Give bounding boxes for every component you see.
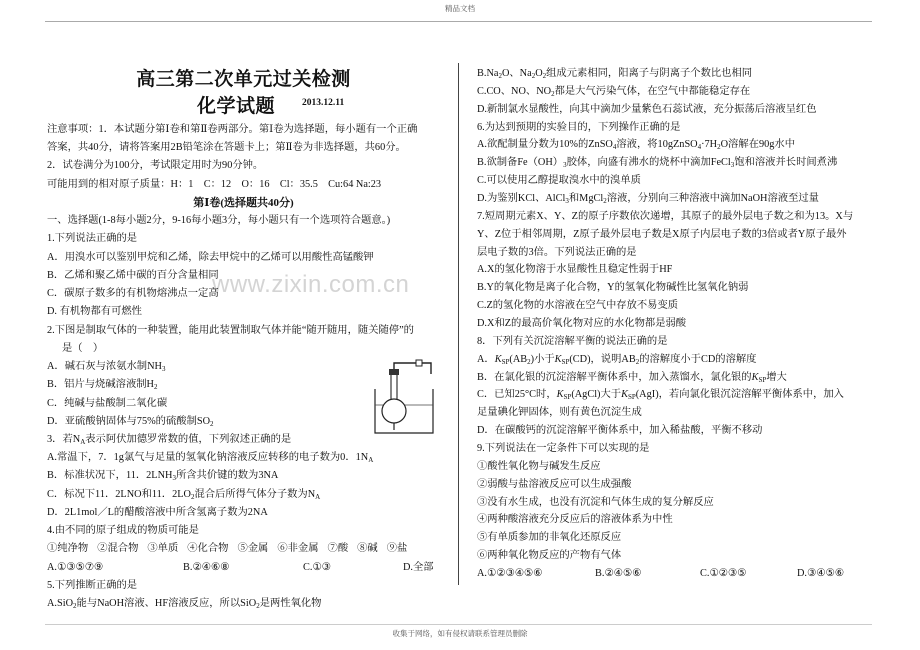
answer-choice: A.①③⑤⑦⑨	[47, 561, 104, 573]
subscript: 2	[256, 602, 260, 611]
text-run: (AB	[509, 353, 528, 365]
text-line	[477, 404, 872, 422]
text-line	[477, 172, 872, 190]
text-run: O、Na	[501, 68, 532, 79]
delivery-tube	[394, 363, 431, 374]
text-line	[477, 190, 872, 208]
text-line	[47, 230, 440, 248]
option-item: ⑦酸	[327, 543, 349, 555]
text-run: 表示阿伏加德罗常数的值，下列叙述正确的是	[85, 433, 292, 445]
text-line	[477, 208, 872, 226]
text-line	[47, 176, 440, 194]
text-line	[47, 249, 440, 267]
text-run: A.X的氢化物溶于水显酸性且稳定性弱于HF	[477, 264, 673, 276]
text-line	[47, 595, 440, 613]
text-line	[477, 297, 872, 315]
answer-choice: C.①②③⑤	[700, 568, 747, 580]
subscript: 4	[697, 143, 702, 152]
text-line	[477, 65, 872, 83]
text-run: B．乙烯和聚乙烯中碳的百分含量相同	[47, 269, 219, 281]
text-run: 溶液，将10gZnSO	[616, 139, 698, 151]
text-run: 第Ⅰ卷(选择题共40分)	[193, 196, 294, 209]
text-run: C.可以使用乙醇提取溴水中的溴单质	[477, 175, 641, 187]
text-run: D.新制氯水显酸性，向其中滴加少量紫色石蕊试液，充分振荡后溶液呈红色	[477, 103, 817, 115]
right-column	[477, 65, 872, 585]
text-run: 增大	[766, 371, 787, 383]
text-line	[477, 458, 872, 476]
text-run: (CD)，说明AB	[569, 353, 636, 365]
footer-rule	[45, 624, 872, 625]
text-run: 的溶解度小于CD的溶解度	[639, 353, 757, 365]
text-line	[477, 136, 872, 154]
text-run: D．在碳酸钙的沉淀溶解平衡体系中，加入稀盐酸，平衡不移动	[477, 425, 763, 437]
text-line	[477, 369, 872, 387]
text-line	[47, 577, 440, 595]
answer-choice: D.全部	[403, 561, 434, 573]
subscript: 3	[172, 474, 176, 483]
text-line	[477, 440, 872, 458]
text-run: 能与NaOH溶液、HF溶液反应，所以SiO	[76, 598, 257, 610]
answer-choices	[477, 565, 872, 583]
text-run: 2.下图是制取气体的一种装置，能用此装置制取气体并能“随开随用，随关随停”的	[47, 324, 414, 336]
text-run: D．亚硫酸钠固体与75%的硫酸制SO	[47, 415, 211, 427]
column-divider	[458, 63, 459, 585]
text-line	[477, 119, 872, 137]
exam-subject: 化学试题	[197, 96, 276, 117]
subscript: SP	[561, 357, 570, 366]
text-run: C．碳原子数多的有机物熔沸点一定高	[47, 288, 219, 300]
text-run: O	[535, 68, 543, 79]
text-run: D.X和Z的最高价氧化物对应的水化物都是弱酸	[477, 318, 687, 330]
subscript: SP	[501, 357, 510, 366]
subscript: SP	[758, 375, 767, 384]
subscript: 4	[612, 143, 617, 152]
italic-symbol: K	[751, 371, 759, 383]
subscript: 2	[603, 196, 607, 205]
text-run: A.SiO	[47, 598, 74, 610]
text-run: 是（ ）	[62, 342, 104, 354]
subscript: 2	[717, 143, 721, 152]
text-run: D．2L1mol／L的醋酸溶液中所含氢离子数为2NA	[47, 506, 268, 518]
exam-date: 2013.12.11	[302, 98, 345, 108]
text-run: 组成元素相同，阳离子与阴离子个数比也相同	[546, 68, 753, 79]
subscript: A	[315, 492, 321, 501]
option-item: ⑥非金属	[277, 543, 319, 555]
text-run: 所含共价键的数为3NA	[175, 470, 279, 482]
text-line	[477, 83, 872, 101]
text-run: A．	[477, 353, 495, 365]
answer-choice: B.②④⑥⑧	[183, 561, 230, 573]
text-line	[477, 351, 872, 369]
subscript: A	[80, 437, 86, 446]
text-run: 注意事项：1．本试题分第Ⅰ卷和第Ⅱ卷两部分。第Ⅰ卷为选择题，每小题有一个正确	[47, 124, 418, 135]
page-footer-text: 收集于网络，如有侵权请联系管理员删除	[392, 629, 528, 638]
text-run: B．铝片与烧碱溶液制H	[47, 379, 154, 391]
header-rule	[45, 21, 872, 22]
subscript: SP	[627, 393, 636, 402]
text-line	[47, 322, 440, 340]
text-run: 2．试卷满分为100分，考试限定用时为90分钟。	[47, 160, 264, 172]
text-run: ②弱酸与盐溶液反应可以生成强酸	[477, 478, 632, 490]
text-run: ⑤有单质参加的非氧化还原反应	[477, 532, 622, 544]
text-line	[477, 101, 872, 119]
text-line	[47, 504, 440, 522]
answer-choice: C.①③	[303, 561, 331, 573]
text-run: 8．下列有关沉淀溶解平衡的说法正确的是	[477, 335, 668, 347]
text-run: B.欲制备Fe（OH）	[477, 157, 564, 169]
text-run: 可能用到的相对原子质量：H：1 C：12 O：16 Cl：35.5 Cu:64 Na:23	[47, 178, 382, 190]
subscript: 2	[73, 602, 77, 611]
text-run: 7.短周期元素X、Y、Z的原子序数依次递增，其原子的最外层电子数之和为13。X与	[477, 210, 854, 222]
text-line	[477, 279, 872, 297]
text-run: A.欲配制量分数为10%的ZnSO	[477, 139, 613, 151]
subscript: A	[368, 456, 374, 465]
italic-symbol: K	[621, 389, 628, 401]
text-line	[47, 340, 440, 358]
bulb	[382, 399, 406, 423]
subscript: 3	[161, 365, 166, 373]
text-line	[47, 467, 440, 485]
text-run: Y、Z位于相邻周期，Z原子最外层电子数是X原子内层电子数的3倍或者Y原子最外	[477, 228, 847, 240]
text-run: 都是大气污染气体，在空气中都能稳定存在	[554, 85, 751, 97]
option-item: ⑤金属	[237, 543, 269, 555]
text-run: (AgI)，若向氯化银沉淀溶解平衡体系中，加入	[635, 389, 844, 401]
option-list	[47, 540, 440, 558]
exam-title: 高三第二次单元过关检测	[136, 69, 351, 90]
subscript: 2	[527, 357, 531, 366]
text-run: C．已知25°C时，	[477, 389, 557, 401]
subscript: 2	[153, 383, 158, 392]
answer-choice: A.①②③④⑤⑥	[477, 568, 543, 580]
text-run: 饱和溶液并长时间煮沸	[734, 157, 838, 169]
text-run: 答案，共40分，请将答案用2B铅笔涂在答题卡上；第Ⅱ卷为非选择题，共60分。	[47, 142, 406, 154]
text-line	[47, 449, 440, 467]
text-run: 一、选择题(1-8每小题2分，9-16每小题3分，每小题只有一个选项符合题意。)	[47, 215, 391, 227]
text-run: B.Na	[477, 68, 499, 79]
text-line	[477, 494, 872, 512]
text-line	[477, 333, 872, 351]
text-run: B.Y的氧化物是离子化合物，Y的氢氧化物碱性比氢氧化钠弱	[477, 282, 749, 294]
text-run: ③没有水生成，也没有沉淀和气体生成的复分解反应	[477, 496, 714, 508]
text-run: A．碱石灰与浓氨水制NH	[47, 361, 162, 373]
section-heading	[47, 194, 440, 212]
text-run: C．标况下11．2LNO和11．2LO	[47, 488, 191, 500]
option-item: ③单质	[147, 543, 179, 555]
text-run: 1.下列说法正确的是	[47, 233, 138, 245]
text-run: ④两种酸溶液充分反应后的溶液体系为中性	[477, 514, 673, 526]
text-line	[477, 226, 872, 244]
text-run: C．纯碱与盐酸制二氧化碳	[47, 397, 168, 409]
subscript: 3	[563, 161, 567, 170]
text-run: 3．若N	[47, 433, 81, 445]
stopper	[389, 369, 399, 375]
text-run: D. 有机物都有可燃性	[47, 306, 142, 318]
text-run: 胶体，向盛有沸水的烧杯中滴加FeCl	[566, 157, 731, 169]
text-run: 4.由不同的原子组成的物质可能是	[47, 525, 199, 537]
option-item: ②混合物	[97, 543, 139, 555]
text-run: (AgCl)大于	[571, 389, 622, 401]
text-line	[47, 285, 440, 303]
text-line	[477, 529, 872, 547]
watermark: www.zixin.com.cn	[212, 271, 410, 298]
text-run: ·7H	[701, 139, 718, 151]
text-line	[477, 511, 872, 529]
text-line	[477, 476, 872, 494]
text-line	[47, 303, 440, 321]
subscript: 3	[730, 161, 735, 170]
text-line	[477, 422, 872, 440]
gas-apparatus-diagram	[369, 359, 439, 435]
answer-choices	[47, 559, 440, 577]
text-run: C.Z的氢化物的水溶液在空气中存放不易变质	[477, 300, 679, 312]
subscript: 2	[190, 492, 195, 501]
option-item: ⑧碱	[357, 543, 378, 555]
subscript: 2	[210, 419, 214, 428]
answer-choice: D.③④⑤⑥	[797, 568, 844, 580]
option-item: ①纯净物	[47, 543, 89, 555]
subscript: SP	[563, 393, 572, 402]
text-line	[477, 261, 872, 279]
subscript: 2	[635, 357, 640, 366]
italic-symbol: K	[494, 353, 502, 365]
answer-choice: B.②④⑤⑥	[595, 568, 642, 580]
text-run: )小于	[530, 353, 555, 365]
text-line	[477, 386, 872, 404]
text-run: 9.下列说法在一定条件下可以实现的是	[477, 443, 650, 455]
text-run: C.CO、NO、NO	[477, 85, 552, 97]
italic-symbol: K	[556, 389, 564, 401]
text-line	[477, 547, 872, 565]
text-run: ①酸性氧化物与碱发生反应	[477, 460, 601, 472]
text-line	[477, 154, 872, 172]
text-run: B．在氯化银的沉淀溶解平衡体系中，加入蒸馏水，氯化银的	[477, 371, 752, 383]
text-line	[47, 486, 440, 504]
text-run: 是两性氧化物	[259, 598, 322, 610]
text-run: 混合后所得气体分子数为N	[194, 488, 316, 500]
subscript: 2	[498, 71, 502, 80]
text-line	[47, 522, 440, 540]
text-run: O溶解在90g水中	[720, 139, 795, 151]
text-run: A.常温下，7．1g氯气与足量的氢氧化钠溶液反应转移的电子数为0．1N	[47, 452, 369, 464]
text-run: 层电子数的3倍。下列说法正确的是	[477, 246, 637, 258]
tube-clamp	[416, 360, 422, 366]
subscript: 2	[542, 71, 547, 80]
text-line	[477, 244, 872, 262]
text-line	[477, 315, 872, 333]
text-run: A．用溴水可以鉴别甲烷和乙烯，除去甲烷中的乙烯可以用酸性高锰酸钾	[47, 251, 374, 263]
text-run: 溶液，分别向三种溶液中滴加NaOH溶液至过量	[606, 193, 819, 205]
text-line	[47, 139, 440, 157]
text-run: D.为鉴别KCl、AlCl	[477, 193, 566, 205]
option-item: ⑨盐	[386, 543, 408, 555]
text-line	[47, 267, 440, 285]
text-run: 足量碘化钾固体，则有黄色沉淀生成	[477, 407, 642, 419]
text-line	[47, 121, 440, 139]
text-line	[47, 212, 440, 230]
subscript: 2	[531, 71, 536, 80]
text-run: B．标准状况下，11．2LNH	[47, 470, 173, 482]
text-run: ⑥两种氧化物反应的产物有气体	[477, 550, 622, 562]
subscript: 3	[565, 196, 569, 205]
option-item: ④化合物	[187, 543, 229, 555]
italic-symbol: K	[554, 353, 562, 365]
subscript: 2	[551, 89, 555, 98]
page-header-text: 精品文档	[445, 4, 475, 13]
text-run: 6.为达到预期的实验目的，下列操作正确的是	[477, 121, 681, 133]
text-line	[47, 157, 440, 175]
text-run: 和MgCl	[568, 193, 604, 205]
text-run: 5.下列推断正确的是	[47, 579, 138, 591]
